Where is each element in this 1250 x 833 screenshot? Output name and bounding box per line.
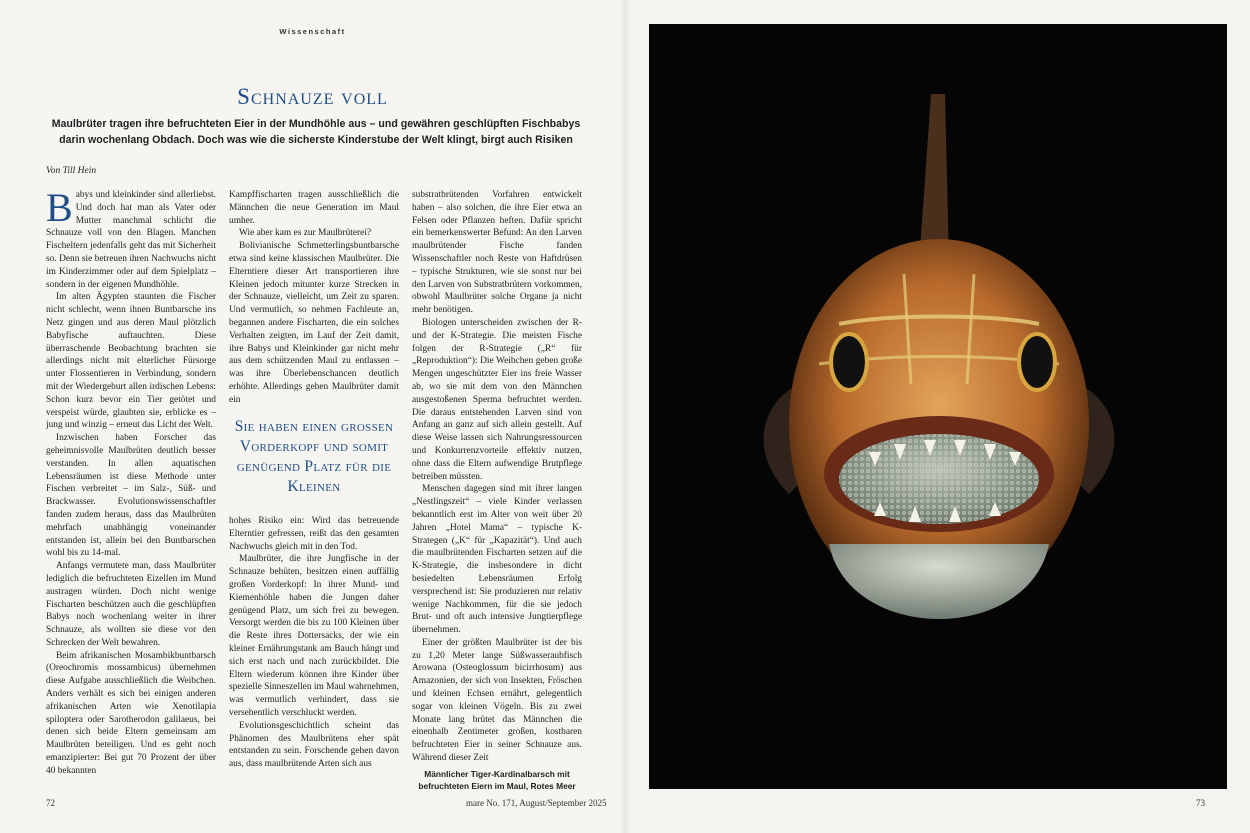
fish-illustration: [649, 24, 1227, 789]
article-lead: [46, 116, 586, 148]
paragraph: Beim afrikanischen Mosambikbuntbarsch (Oreochromis mossambicus) übernehmen diese Aufgabe ausschließlich die Weibchen. Anders verhält es sich bei einigen anderen afrikanischen Arten wie Xenotilapia spiloptera oder Sarotherodon galilaeus, bei denen sich beide Eltern gemeinsam am Maulbrüten beteiligen. Und es geht noch emanzipierter: Bei gut 70 Prozent der über 40 bekannten: [46, 650, 216, 776]
paragraph: Kampffischarten tragen ausschließlich die Männchen die neue Generation im Maul umher.: [229, 190, 399, 226]
section-label: Wissenschaft: [279, 27, 346, 36]
paragraph: Inzwischen haben Forscher das geheimnisvolle Maulbrüten deutlich besser verstanden. In allen aquatischen Lebensräumen ist diese Methode unter Fischen verbreitet – im Salz-, Süß- und Brackwasser. Evolutionswissenschaftler fanden zudem heraus, dass das Maulbrüten mehrfach unabhängig voneinander entstanden ist, allein bei den Buntbarschen wohl bis zu 14-mal.: [46, 433, 216, 559]
pull-quote: Sie haben einen grossen Vorderkopf und somit genügend Platz für die Kleinen: [234, 418, 394, 495]
paragraph: Einer der größten Maulbrüter ist der bis zu 1,20 Meter lange Süßwasseraubfisch Arowana (Osteoglossum bicirrhosum) aus Amazonien, der sich von Insekten, Fröschen und kleinen Echsen ernährt, gelegentlich sogar von kleinen Vögeln. Bis zu zwei Monate lang brütet das Männchen die einenhalb Zentimeter großen, kostbaren befruchteten Eier in seiner Schnauze aus. Während dieser Zeit: [412, 637, 582, 764]
paragraph: substratbrütenden Vorfahren entwickelt haben – also solchen, die ihre Eier etwa an Felsen oder Pflanzen heften. Dafür spricht ein bemerkenswerter Befund: An den Larven maulbrütender Fische fanden Wissenschaftler noch Reste von Haftdrüsen – typische Strukturen, wie sie sonst nur bei den Larven von Substratbrütern vorkommen, obwohl Maulbrüter solche Organe ja nicht mehr benötigen.: [412, 190, 582, 316]
fish-photo: [649, 24, 1227, 789]
drop-cap: B: [46, 185, 73, 230]
page-number-left: 72: [46, 798, 55, 808]
lead-line-2: darin wochenlang Obdach. Doch was wie die sicherste Kinderstube der Welt klingt, birgt auch Risiken: [59, 134, 573, 146]
paragraph: Anfangs vermutete man, dass Maulbrüter lediglich die befruchteten Eizellen im Mund austragen würden. Doch nicht wenige Fischarten beschützen auch die geschlüpften Babys noch wochenlang weiter in ihrer Schnauze, als wollten sie diese vor den Schrecken der Welt bewahren.: [46, 561, 216, 648]
text-column-2: [229, 189, 399, 794]
paragraph: Biologen unterscheiden zwischen der R- und der K-Strategie. Die meisten Fische folgen der R-Strategie („R“ für „Reproduktion“): Die Weibchen geben große Mengen ungeschützter Eier ins freie Wasser ab, wo sie mit dem von den Männchen ausgestoßenen Sperma befruchtet werden. Die daraus entstehenden Larven sind von Anfang an ganz auf sich allein gestellt. Auf diese Weise lassen sich Nahrungsressourcen und Konkurrenzvorteile effektiv nutzen, ohne dass die Eltern aufwendige Brutpflege betreiben müssten.: [412, 317, 582, 482]
photo-caption: [412, 768, 582, 792]
paragraph: Maulbrüter, die ihre Jungfische in der Schnauze behüten, besitzen einen auffällig großen Vorderkopf: In ihrer Mund- und Kiemenhöhle haben die Jungen daher genügend Platz, um sich frei zu bewegen. Versorgt werden die bis zu 100 Kleinen über die Reste ihres Dottersacks, der wie ein kleiner Ernährungstank am Bauch hängt und sich erst nach und nach zurückbildet. Die Eltern wiederum können ihre Kinder über spezielle Sinneszellen im Maul wahrnehmen, was vermutlich verhindert, dass sie versehentlich verschluckt werden.: [229, 554, 399, 718]
paragraph: Wie aber kam es zur Maulbrüterei?: [239, 228, 372, 239]
caption-line-2: befruchteten Eiern im Maul, Rotes Meer: [418, 781, 576, 791]
paragraph: Menschen dagegen sind mit ihrer langen „Nestlingszeit“ – viele Kinder verlassen bekanntlich erst im Alter von weit über 20 Jahren „Hotel Mama“ – typische K-Strategen („K“ für „Kapazität“). Und auch die maulbrütenden Fischarten setzen auf die K-Strategie, die insbesondere in dicht besiedelten Lebensräumen Erfolg versprechend ist: Sie produzieren nur relativ wenige Nachkommen, für die sie jedoch Brut- und oft auch intensive Jungtierpflege übernehmen.: [412, 484, 582, 636]
caption-line-1: Männlicher Tiger-Kardinalbarsch mit: [424, 769, 570, 779]
page-gutter: [620, 0, 630, 833]
magazine-issue: mare No. 171, August/September 2025: [466, 798, 607, 808]
paragraph: Bolivianische Schmetterlingsbuntbarsche etwa sind keine klassischen Maulbrüter. Die Elterntiere dieser Art transportieren ihre Kleinen jedoch mitunter kurze Strecken in der Schnauze, vielleicht, um Zeit zu sparen. Und vermutlich, so nehmen Fachleute an, begannen andere Fischarten, die ein solches Verhalten zeigten, im Lauf der Zeit damit, ihre Babys und Kleinkinder gar nicht mehr aus dem schützenden Maul zu entlassen – was ihre Überlebenschancen deutlich erhöhte. Allerdings gehen Maulbrüter damit ein: [229, 241, 399, 405]
column-2-top: [229, 189, 399, 405]
text-column-3: [412, 189, 582, 764]
paragraph: hohes Risiko ein: Wird das betreuende Elterntier gefressen, reißt das den gesamten Nachwuchs gleich mit in den Tod.: [229, 516, 399, 552]
paragraph: Im alten Ägypten staunten die Fischer nicht schlecht, wenn ihnen Buntbarsche ins Netz gingen und aus deren Maul plötzlich Babyfische auftauchten. Diese überraschende Beobachtung brachten sie allerdings nicht mit elterlicher Fürsorge unter Flossentieren in Verbindung, sondern mit der Wiedergeburt allen irdischen Lebens: Schon kurz bevor ein Tier getötet und verspeist würde, glaubten sie, erblicke es – jung und winzig – erneut das Licht der Welt.: [46, 292, 216, 431]
lead-line-1: Maulbrüter tragen ihre befruchteten Eier in der Mundhöhle aus – und gewähren geschlüpften Fischbabys: [51, 118, 581, 130]
page-number-right: 73: [1196, 798, 1205, 808]
paragraph: Evolutionsgeschichtlich scheint das Phänomen des Maulbrütens eher spät entstanden zu sein. Forschende gehen davon aus, dass maulbrütende Arten sich aus: [229, 720, 399, 770]
paragraph: Babys und kleinkinder sind allerliebst. Und doch hat man als Vater oder Mutter manchmal schlicht die Schnauze voll von den Blagen. Manchen Fischeltern jedenfalls geht das mit Sicherheit so. Denn sie betreuen ihren Nachwuchs nicht im Kinderzimmer oder auf dem Spielplatz – sondern in der eigenen Mundhöhle.: [46, 185, 216, 290]
article-title: Schnauze voll: [237, 84, 388, 109]
byline: Von Till Hein: [46, 166, 97, 176]
text-column-1: [46, 185, 216, 794]
